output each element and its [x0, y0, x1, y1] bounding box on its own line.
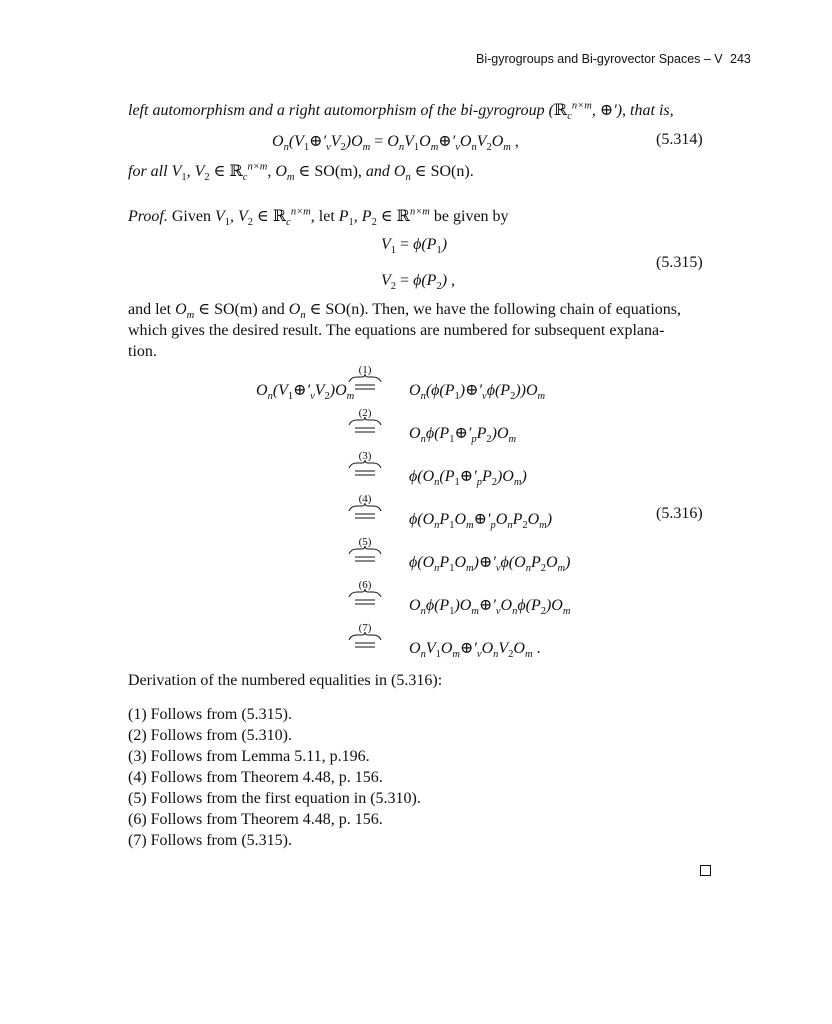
chain-lhs: $O_n(V_1\oplus'_vV_2)O_m$	[256, 382, 355, 403]
step-label: (5)	[358, 536, 372, 548]
forall-line: for all $V_1$, $V_2$ ∈ ℝ$_c^{n\times m}$, $O_m$ ∈ SO(m), and $O_n$ ∈ SO(n).	[128, 161, 474, 184]
derivation-item: (6) Follows from Theorem 4.48, p. 156.	[128, 811, 383, 828]
theorem-text-line: left automorphism and a right automorphism of the bi-gyrogroup (ℝ$_c^{n\times m}$, ⊕′), that is,	[128, 100, 674, 123]
equation-v1: $V_1 = \phi(P_1)$	[381, 236, 448, 257]
overbrace-equals	[349, 546, 381, 561]
step-label: (6)	[358, 579, 372, 591]
step-label: (3)	[358, 450, 372, 462]
proof-and-let: and let	[128, 301, 172, 318]
derivation-item: (2) Follows from (5.310).	[128, 727, 292, 744]
chain-rhs: $O_nV_1O_m\oplus'_vO_nV_2O_m$ .	[409, 640, 541, 661]
derivation-item: (5) Follows from the first equation in (5.310).	[128, 790, 421, 807]
forall-on-domain: SO(n).	[430, 163, 474, 180]
proof-be-given-by: be given by	[433, 208, 509, 225]
proof-para-line: tion.	[128, 343, 157, 360]
derivation-item: (7) Follows from (5.315).	[128, 832, 292, 849]
chain-rhs: $\phi(O_n(P_1\oplus'_pP_2)O_m)$	[409, 468, 527, 489]
equation-number: (5.314)	[656, 131, 703, 148]
step-label: (1)	[358, 364, 372, 376]
proof-let: , let	[310, 208, 335, 225]
overbrace-equals	[349, 374, 381, 389]
overbrace-equals	[349, 417, 381, 432]
chain-rhs: $O_n(\phi(P_1)\oplus'_v\phi(P_2))O_m$	[409, 382, 546, 403]
derivation-item: (3) Follows from Lemma 5.11, p.196.	[128, 748, 370, 765]
derivation-item: (1) Follows from (5.315).	[128, 706, 292, 723]
derivation-item: (4) Follows from Theorem 4.48, p. 156.	[128, 769, 383, 786]
overbrace-equals	[349, 503, 381, 518]
theorem-text-prefix: left automorphism and a right automorphism of the bi-gyrogroup (	[128, 102, 554, 119]
chain-rhs: $O_n\phi(P_1\oplus'_pP_2)O_m$	[409, 425, 517, 446]
chain-rhs: $\phi(O_nP_1O_m\oplus'_pO_nP_2O_m)$	[409, 511, 553, 532]
forall-text: for all	[128, 163, 168, 180]
forall-om-domain: SO(m),	[314, 163, 362, 180]
step-label: (4)	[358, 493, 372, 505]
proof-so-m: SO(m) and	[214, 301, 285, 318]
equation-5-314: $O_n(V_1\oplus'_vV_2)O_m$ = $O_nV_1O_m\oplus'_vO_nV_2O_m$ ,	[272, 133, 519, 154]
qed-symbol	[700, 865, 711, 876]
proof-intro: Proof. Given $V_1$, $V_2$ ∈ ℝ$_c^{n\times m}$, let $P_1$, $P_2$ ∈ ℝ$^{n\times m}$ be given by	[128, 206, 509, 229]
overbrace-equals	[349, 589, 381, 604]
proof-label: Proof.	[128, 208, 168, 225]
derivation-heading: Derivation of the numbered equalities in (5.316):	[128, 672, 443, 689]
overbrace-equals	[349, 632, 381, 647]
proof-so-n: SO(n). Then, we have the following chain of equations,	[325, 301, 682, 318]
overbrace-equals	[349, 460, 381, 475]
step-label: (2)	[358, 407, 372, 419]
chain-rhs: $\phi(O_nP_1O_m)\oplus'_v\phi(O_nP_2O_m)$	[409, 554, 571, 575]
proof-given: Given	[171, 208, 211, 225]
proof-para-line: and let $O_m$ ∈ SO(m) and $O_n$ ∈ SO(n). Then, we have the following chain of equations,	[128, 301, 682, 322]
step-label: (7)	[358, 622, 372, 634]
theorem-text-suffix: , ⊕′), that is,	[591, 102, 674, 119]
page-number: 243	[730, 52, 751, 66]
forall-and: and	[365, 163, 390, 180]
running-title: Bi-gyrogroups and Bi-gyrovector Spaces – V	[476, 52, 723, 66]
equation-number: (5.315)	[656, 254, 703, 271]
equation-number: (5.316)	[656, 505, 703, 522]
overbrace-equals-group	[345, 374, 385, 674]
chain-rhs: $O_n\phi(P_1)O_m\oplus'_vO_n\phi(P_2)O_m$	[409, 597, 571, 618]
equation-v2: $V_2 = \phi(P_2)$ ,	[381, 272, 456, 293]
proof-para-line: which gives the desired result. The equations are numbered for subsequent explana-	[128, 322, 665, 339]
